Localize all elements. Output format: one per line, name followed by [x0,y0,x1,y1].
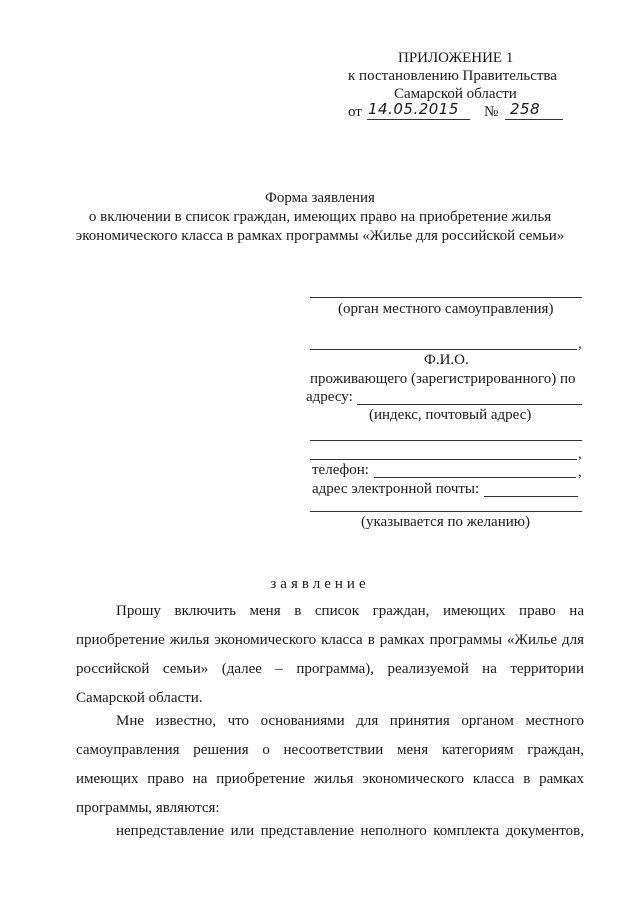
address-line-3 [310,459,577,460]
fio-comma: , [578,336,582,352]
form-subtitle-line2: экономического класса в рамках программы «Жилье для российской семьи» [75,228,565,244]
address-comma: , [578,446,582,462]
number-underline [505,119,563,120]
address-label: адресу: [306,389,353,405]
fio-line [310,349,577,350]
fio-caption: Ф.И.О. [424,352,469,368]
phone-comma: , [578,464,582,480]
residing-text: проживающего (зарегистрированного) по [310,371,576,387]
paragraph-line: приобретение жилья экономического класса в рамках программы «Жилье для [76,632,584,648]
paragraph-line: самоуправления решения о несоответствии меня категориям граждан, [76,742,584,758]
handwritten-date: 14.05.2015 [368,100,459,118]
number-label: № [484,104,499,120]
paragraph-line: Прошу включить меня в список граждан, имеющих право на [116,603,584,619]
paragraph-grounds [76,707,584,823]
paragraph-line: непредставление или представление неполного комплекта документов, [116,823,584,839]
date-label: от [348,104,362,120]
email-caption: (указывается по желанию) [361,514,530,530]
address-caption: (индекс, почтовый адрес) [369,407,532,423]
paragraph-line: программы, являются: [76,800,220,816]
date-underline [367,119,470,120]
paragraph-line: Самарской области. [76,690,203,706]
statement-heading: заявление [270,576,370,592]
resolution-line: к постановлению Правительства [348,68,557,84]
address-line-2 [310,440,582,441]
email-line-2 [310,511,582,512]
form-subtitle-line1: о включении в список граждан, имеющих право на приобретение жилья [88,209,552,225]
paragraph-line: российской семьи» (далее – программа), реализуемой на территории [76,661,584,677]
authority-line [310,297,582,298]
phone-line [374,477,576,478]
address-line [357,404,582,405]
paragraph-request [76,597,584,713]
paragraph-line: Мне известно, что основаниями для принятия органом местного [116,713,584,729]
email-label: адрес электронной почты: [312,481,480,497]
authority-caption: (орган местного самоуправления) [338,301,554,317]
form-title: Форма заявления [265,190,375,206]
phone-label: телефон: [312,462,369,478]
handwritten-number: 258 [510,100,541,118]
paragraph-line: имеющих право на приобретение жилья экономического класса в рамках [76,771,584,787]
region-line: Самарской области [394,86,517,102]
paragraph-documents [76,817,584,846]
appendix-title: ПРИЛОЖЕНИЕ 1 [398,50,514,66]
email-line [484,496,578,497]
